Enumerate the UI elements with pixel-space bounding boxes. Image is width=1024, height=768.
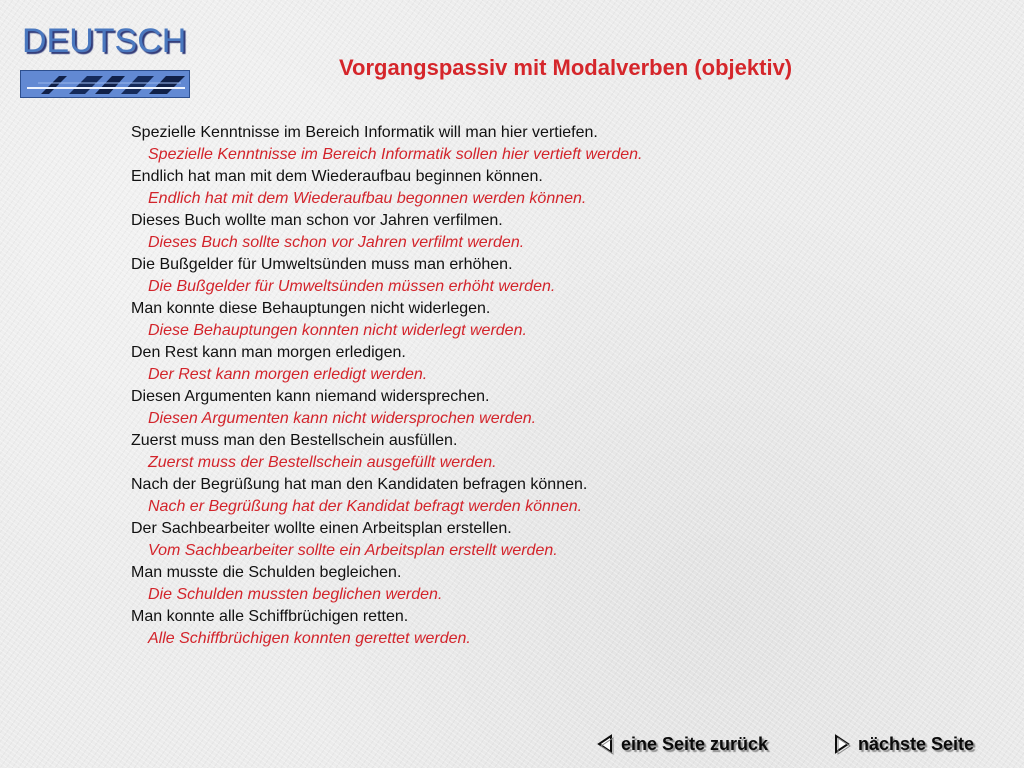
exercise-answer: Die Schulden mussten beglichen werden. [148,586,443,603]
exercise-item [131,122,991,166]
next-page-button[interactable] [831,728,974,760]
exercise-item [131,166,991,210]
deutsch-logo [20,20,195,100]
exercise-sentence: Man konnte alle Schiffbrüchigen retten. [131,608,409,625]
exercise-sentence: Die Bußgelder für Umweltsünden muss man erhöhen. [131,256,513,273]
exercise-answer: Diese Behauptungen konnten nicht widerlegt werden. [148,322,527,339]
exercise-sentence: Den Rest kann man morgen erledigen. [131,344,406,361]
exercise-sentence: Man konnte diese Behauptungen nicht widerlegen. [131,300,491,317]
exercise-list [131,122,991,650]
exercise-sentence: Endlich hat man mit dem Wiederaufbau beginnen können. [131,168,543,185]
exercise-item [131,342,991,386]
exercise-sentence: Man musste die Schulden begleichen. [131,564,402,581]
exercise-item [131,474,991,518]
page-title: Vorgangspassiv mit Modalverben (objektiv) [339,55,793,80]
exercise-sentence: Dieses Buch wollte man schon vor Jahren verfilmen. [131,212,503,229]
exercise-item [131,562,991,606]
exercise-item [131,518,991,562]
exercise-sentence: Diesen Argumenten kann niemand widersprechen. [131,388,490,405]
exercise-answer: Die Bußgelder für Umweltsünden müssen erhöht werden. [148,278,556,295]
logo-graphic [20,70,190,98]
exercise-sentence: Der Sachbearbeiter wollte einen Arbeitsplan erstellen. [131,520,512,537]
exercise-item [131,386,991,430]
exercise-answer: Vom Sachbearbeiter sollte ein Arbeitsplan erstellt werden. [148,542,558,559]
exercise-answer: Diesen Argumenten kann nicht widersprochen werden. [148,410,537,427]
exercise-sentence: Spezielle Kenntnisse im Bereich Informatik will man hier vertiefen. [131,124,598,141]
exercise-answer: Der Rest kann morgen erledigt werden. [148,366,428,383]
next-page-label: nächste Seite [858,733,975,754]
exercise-item [131,606,991,650]
previous-page-label: eine Seite zurück [621,733,769,754]
exercise-sentence: Nach der Begrüßung hat man den Kandidaten befragen können. [131,476,588,493]
exercise-answer: Zuerst muss der Bestellschein ausgefüllt werden. [148,454,497,471]
exercise-answer: Spezielle Kenntnisse im Bereich Informatik sollen hier vertieft werden. [148,146,643,163]
exercise-sentence: Zuerst muss man den Bestellschein ausfüllen. [131,432,458,449]
triangle-left-icon [594,733,616,755]
previous-page-button[interactable] [594,728,768,760]
exercise-item [131,430,991,474]
exercise-answer: Alle Schiffbrüchigen konnten gerettet werden. [148,630,471,647]
exercise-answer: Endlich hat mit dem Wiederaufbau begonnen werden können. [148,190,587,207]
exercise-item [131,210,991,254]
exercise-item [131,254,991,298]
triangle-right-icon [831,733,853,755]
exercise-answer: Dieses Buch sollte schon vor Jahren verfilmt werden. [148,234,525,251]
exercise-answer: Nach er Begrüßung hat der Kandidat befragt werden können. [148,498,583,515]
logo-text: DEUTSCH [22,22,187,60]
exercise-item [131,298,991,342]
